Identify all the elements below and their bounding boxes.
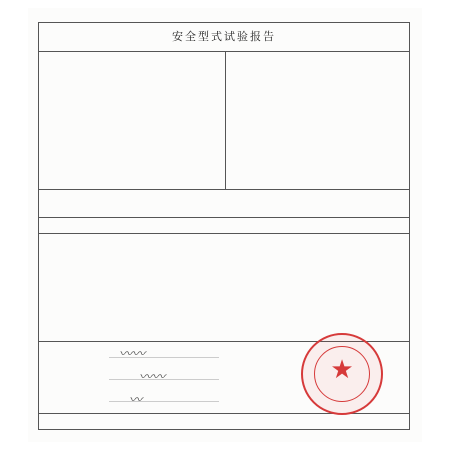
info-line <box>231 70 407 81</box>
param-line <box>45 312 405 323</box>
info-line <box>231 80 407 91</box>
param-line <box>45 301 405 312</box>
company-info <box>231 59 407 143</box>
param-line <box>45 291 405 302</box>
report-title: 安全型式试验报告 <box>39 23 409 52</box>
test-standard <box>45 193 405 214</box>
signature-line <box>109 401 219 402</box>
test-conclusion <box>45 221 405 232</box>
info-line <box>231 133 407 144</box>
standard-line <box>45 204 405 215</box>
product-info <box>45 59 221 164</box>
param-line <box>45 280 405 291</box>
info-line <box>231 112 407 123</box>
remarks <box>45 417 405 428</box>
page-footer <box>38 432 412 442</box>
param-line <box>45 270 405 281</box>
param-line <box>45 259 405 270</box>
product-parameters <box>45 238 405 343</box>
remark-line <box>45 417 405 428</box>
info-line <box>45 59 221 70</box>
seal-star-icon: ★ <box>330 355 354 385</box>
info-line <box>45 143 221 154</box>
info-line <box>231 101 407 112</box>
page-header <box>38 10 412 22</box>
approver-signature: 〰〰 <box>119 347 146 362</box>
reviewer-signature: 〰〰 <box>139 370 166 385</box>
param-line <box>45 238 405 249</box>
info-line <box>45 70 221 81</box>
info-line <box>45 112 221 123</box>
column-divider <box>225 51 226 189</box>
info-line <box>45 133 221 144</box>
tester-signature: 〰 <box>129 393 143 408</box>
section-divider <box>39 233 409 234</box>
info-line <box>231 59 407 70</box>
section-divider <box>39 189 409 190</box>
conclusion-line <box>45 221 405 232</box>
info-line <box>45 91 221 102</box>
info-line <box>45 122 221 133</box>
info-line <box>45 80 221 91</box>
param-line <box>45 322 405 333</box>
param-line <box>45 249 405 260</box>
section-divider <box>39 217 409 218</box>
info-line <box>231 122 407 133</box>
info-line <box>45 154 221 165</box>
info-line <box>45 101 221 112</box>
standard-line <box>45 193 405 204</box>
report-page <box>28 8 422 442</box>
info-line <box>231 91 407 102</box>
official-seal <box>301 333 383 415</box>
report-table <box>38 22 410 430</box>
